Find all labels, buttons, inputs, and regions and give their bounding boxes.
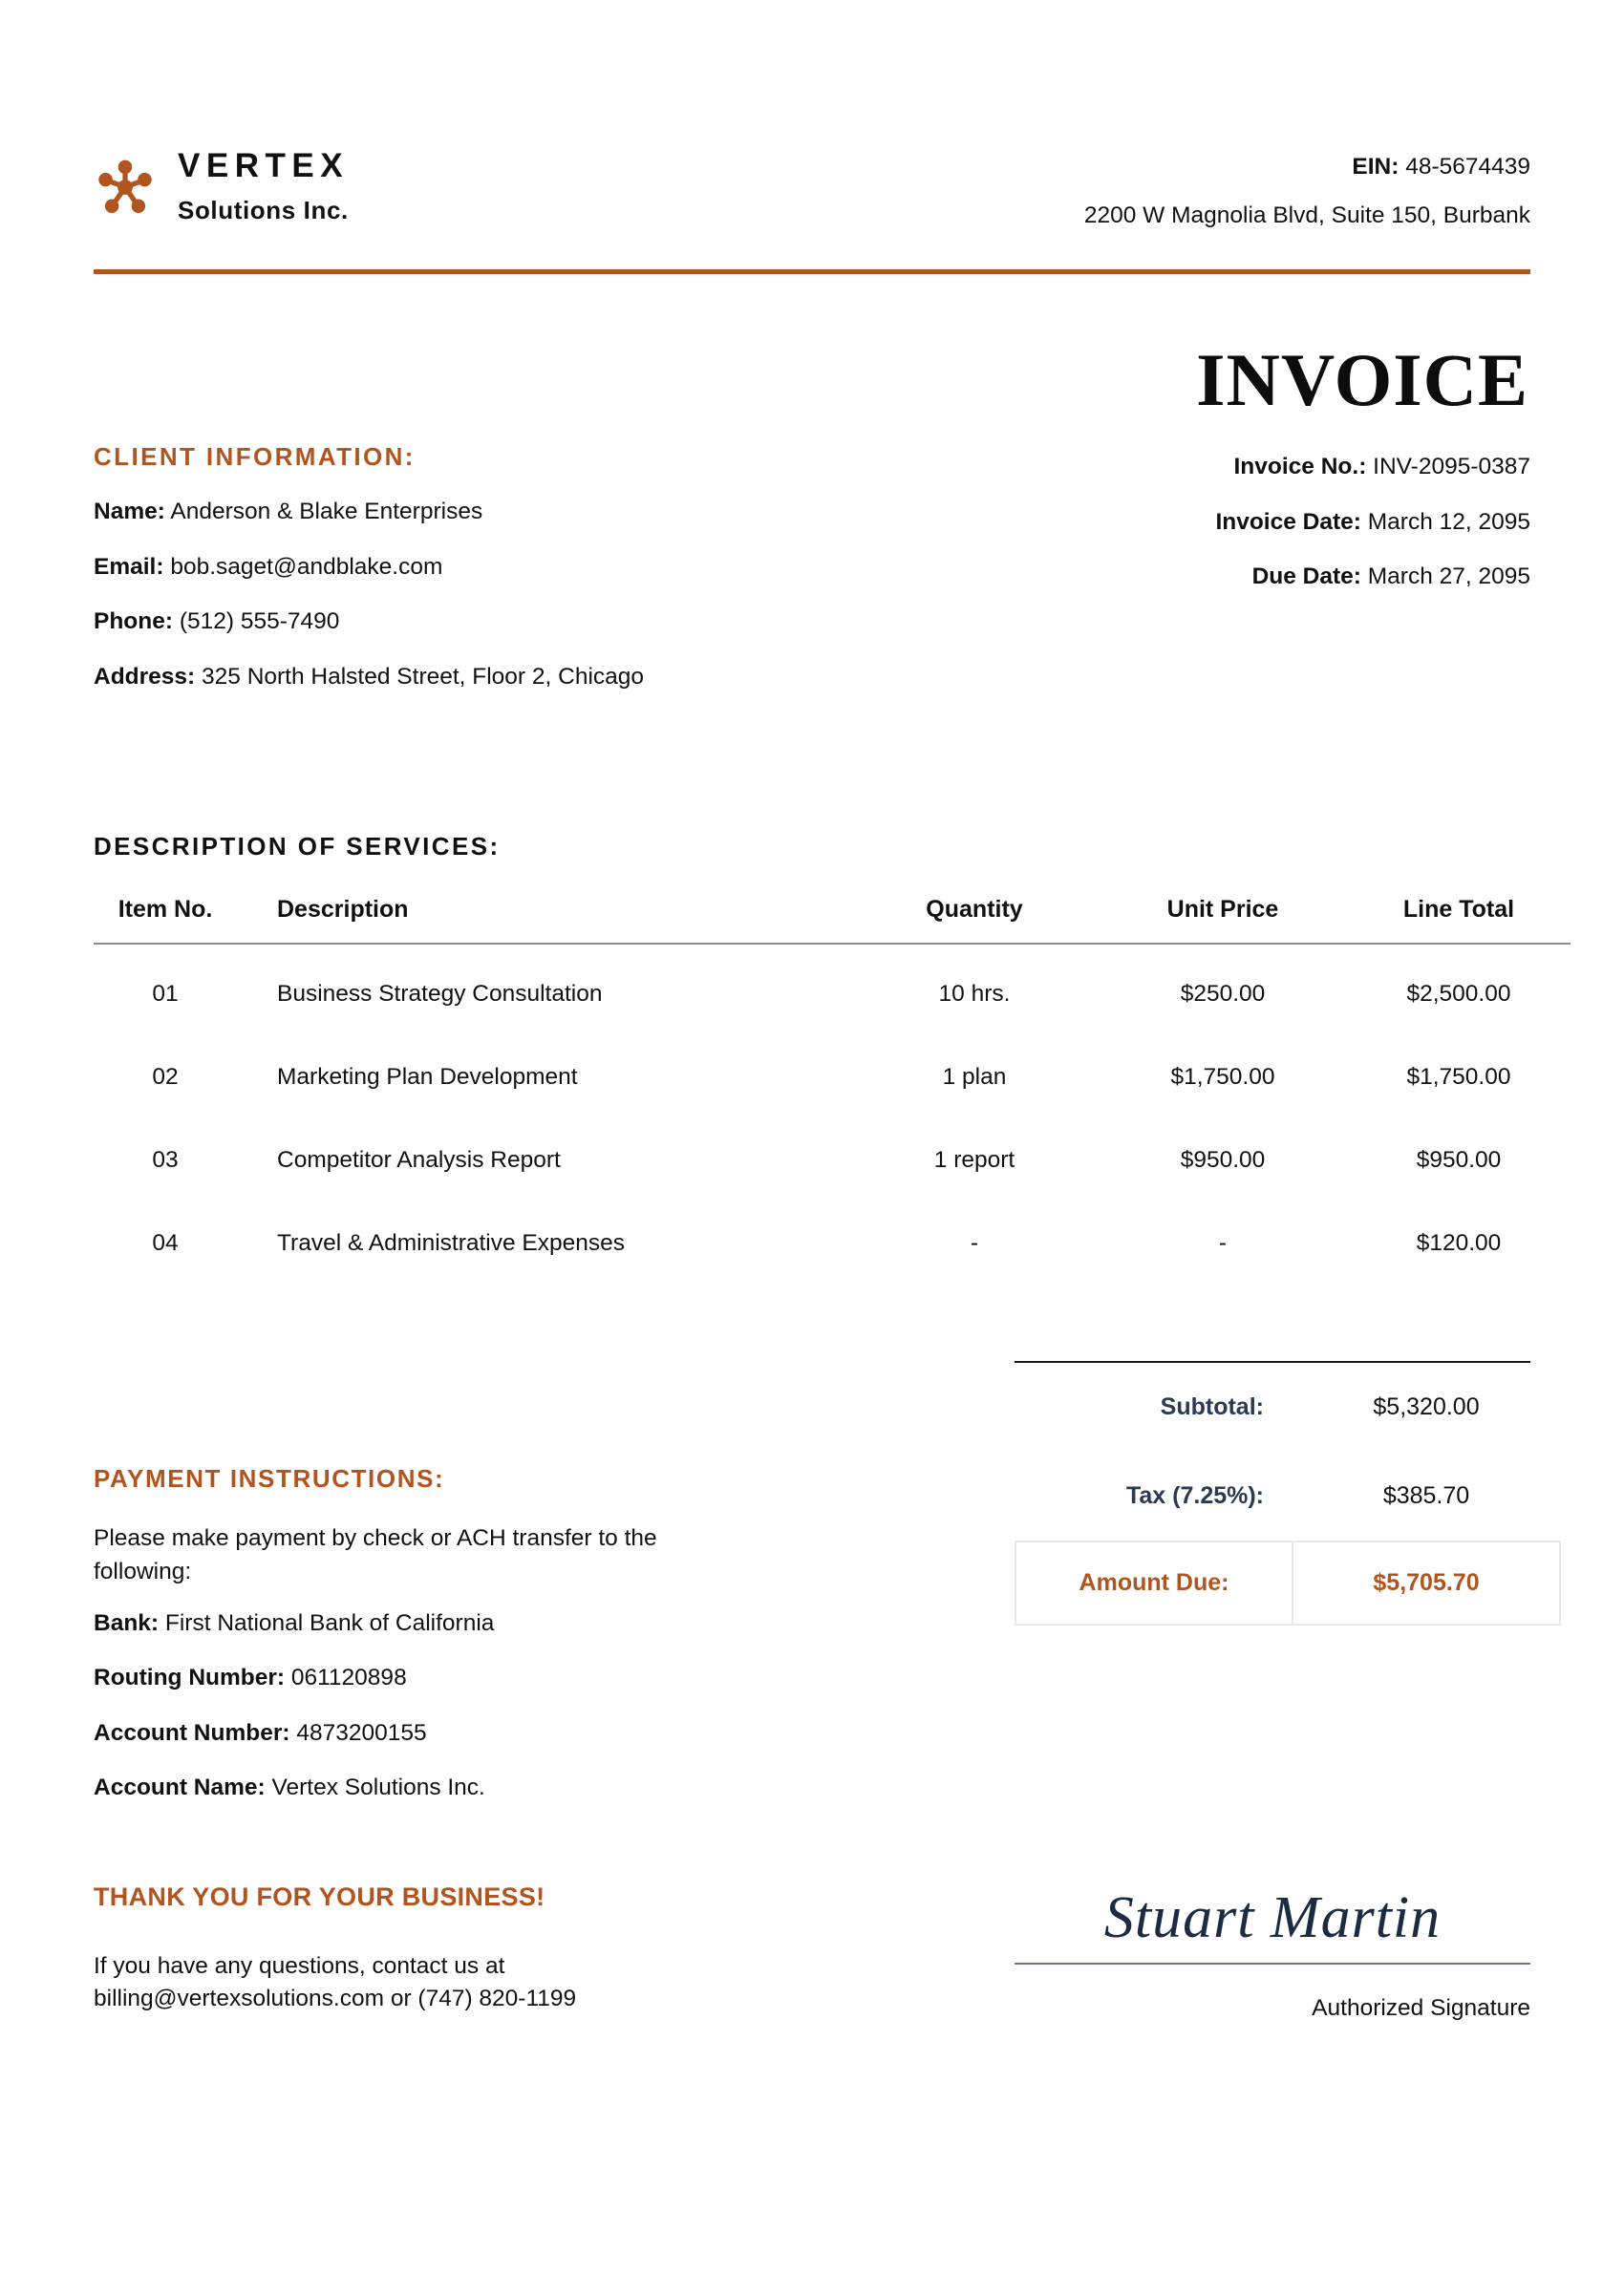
invoice-number-label: Invoice No.: (1233, 454, 1367, 479)
subtotal-value: $5,320.00 (1373, 1393, 1480, 1420)
company-address: 2200 W Magnolia Blvd, Suite 150, Burbank (1083, 202, 1530, 228)
signature-name: Stuart Martin (1103, 1885, 1442, 1951)
column-header-quantity: Quantity (850, 896, 1099, 944)
invoice-date-label: Invoice Date: (1215, 508, 1361, 535)
ein-label: EIN: (1352, 154, 1400, 180)
totals-row-amount-due (1015, 1541, 1560, 1625)
payment-intro-text: Please make payment by check or ACH transfer to the following: (94, 1525, 657, 1584)
client-address-label: Address: (94, 663, 196, 690)
payment-field-account-number (94, 1719, 762, 1746)
signature-block (1015, 1885, 1530, 2022)
invoice-date (1215, 508, 1530, 535)
client-field-address (94, 663, 820, 690)
payment-totals-row (94, 1361, 1530, 1800)
ein-value: 48-5674439 (1405, 154, 1530, 180)
company-tagline: Solutions Inc. (178, 195, 349, 224)
invoice-meta (1215, 442, 1530, 589)
row-quantity: 10 hrs. (938, 981, 1011, 1007)
row-item-no: 04 (152, 1230, 179, 1256)
row-line-total: $950.00 (1416, 1147, 1502, 1173)
client-field-email (94, 553, 820, 580)
line-items-table (94, 896, 1571, 1285)
row-item-no: 03 (152, 1147, 179, 1173)
row-unit-price: $250.00 (1180, 981, 1266, 1007)
tax-value: $385.70 (1382, 1482, 1470, 1509)
page-title: INVOICE (1196, 338, 1528, 421)
client-meta-row (94, 442, 1530, 689)
totals-table (1015, 1363, 1561, 1626)
table-row (94, 1201, 1571, 1285)
company-contact (1084, 148, 1530, 227)
account-number-value: 4873200155 (296, 1719, 427, 1746)
amount-due-value: $5,705.70 (1293, 1541, 1560, 1625)
payment-instructions (94, 1361, 762, 1800)
bank-label: Bank: (94, 1609, 160, 1636)
due-date (1215, 565, 1530, 589)
totals-row-subtotal (1015, 1363, 1560, 1452)
contact-text: If you have any questions, contact us at billing@vertexsolutions.com or (747) 820-1199 (94, 1952, 577, 2012)
thank-you-block (94, 1882, 820, 2023)
totals-summary (1015, 1361, 1530, 1626)
header-divider (94, 269, 1530, 274)
amount-due-label: Amount Due: (1015, 1541, 1293, 1625)
row-description: Competitor Analysis Report (277, 1147, 561, 1173)
column-header-item-no: Item No. (94, 896, 237, 944)
account-name-value: Vertex Solutions Inc. (271, 1775, 485, 1801)
company-brand (94, 148, 349, 225)
services-heading: DESCRIPTION OF SERVICES: (94, 832, 501, 861)
table-header-row (94, 896, 1571, 944)
account-number-label: Account Number: (94, 1719, 290, 1746)
brand-text (178, 148, 349, 225)
row-line-total: $1,750.00 (1406, 1064, 1511, 1090)
table-row (94, 1035, 1571, 1118)
page-header (94, 0, 1530, 227)
row-description: Travel & Administrative Expenses (277, 1230, 626, 1256)
invoice-number-value: INV-2095-0387 (1373, 454, 1530, 479)
client-field-phone (94, 610, 820, 634)
client-information-heading: CLIENT INFORMATION: (94, 442, 416, 471)
client-email-label: Email: (94, 553, 164, 580)
payment-field-bank (94, 1609, 762, 1636)
column-header-unit-price: Unit Price (1099, 896, 1347, 944)
bank-value: First National Bank of California (164, 1609, 495, 1636)
signature-line (1015, 1963, 1530, 1965)
invoice-title-row (94, 338, 1530, 421)
row-item-no: 02 (152, 1064, 179, 1090)
table-row (94, 944, 1571, 1035)
row-unit-price: - (1218, 1230, 1228, 1256)
molecule-node-icon (94, 156, 157, 219)
client-phone-value: (512) 555-7490 (179, 608, 340, 634)
client-field-name (94, 500, 820, 524)
column-header-line-total: Line Total (1347, 896, 1571, 944)
routing-number-label: Routing Number: (94, 1665, 286, 1691)
client-name-label: Name: (94, 499, 165, 524)
row-description: Marketing Plan Development (277, 1064, 578, 1090)
page-footer (94, 1882, 1530, 2023)
company-name: VERTEX (178, 147, 350, 184)
payment-field-account-name (94, 1776, 762, 1800)
row-unit-price: $1,750.00 (1170, 1064, 1275, 1090)
row-line-total: $2,500.00 (1406, 981, 1511, 1007)
row-quantity: 1 plan (942, 1064, 1007, 1090)
signature-label: Authorized Signature (1312, 1995, 1530, 2022)
client-information (94, 442, 820, 689)
payment-field-routing-number (94, 1667, 762, 1690)
subtotal-label: Subtotal: (1160, 1393, 1264, 1420)
row-quantity: - (970, 1230, 979, 1256)
client-email-value: bob.saget@andblake.com (170, 553, 443, 580)
client-phone-label: Phone: (94, 608, 174, 634)
table-row (94, 1118, 1571, 1201)
tax-label: Tax (7.25%): (1125, 1482, 1264, 1509)
client-address-value: 325 North Halsted Street, Floor 2, Chicago (202, 663, 645, 690)
due-date-label: Due Date: (1251, 563, 1361, 589)
row-description: Business Strategy Consultation (277, 981, 603, 1007)
row-quantity: 1 report (933, 1147, 1015, 1173)
row-line-total: $120.00 (1416, 1230, 1502, 1256)
column-header-description: Description (237, 896, 850, 944)
routing-number-value: 061120898 (290, 1665, 407, 1691)
company-ein (1084, 156, 1530, 180)
row-item-no: 01 (152, 981, 179, 1007)
payment-instructions-heading: PAYMENT INSTRUCTIONS: (94, 1464, 445, 1493)
client-name-value: Anderson & Blake Enterprises (170, 499, 483, 524)
thank-you-heading: THANK YOU FOR YOUR BUSINESS! (94, 1881, 545, 1911)
totals-row-tax (1015, 1452, 1560, 1541)
invoice-number (1215, 456, 1530, 479)
invoice-date-value: March 12, 2095 (1367, 508, 1530, 535)
due-date-value: March 27, 2095 (1367, 563, 1530, 589)
account-name-label: Account Name: (94, 1775, 266, 1801)
row-unit-price: $950.00 (1180, 1147, 1266, 1173)
